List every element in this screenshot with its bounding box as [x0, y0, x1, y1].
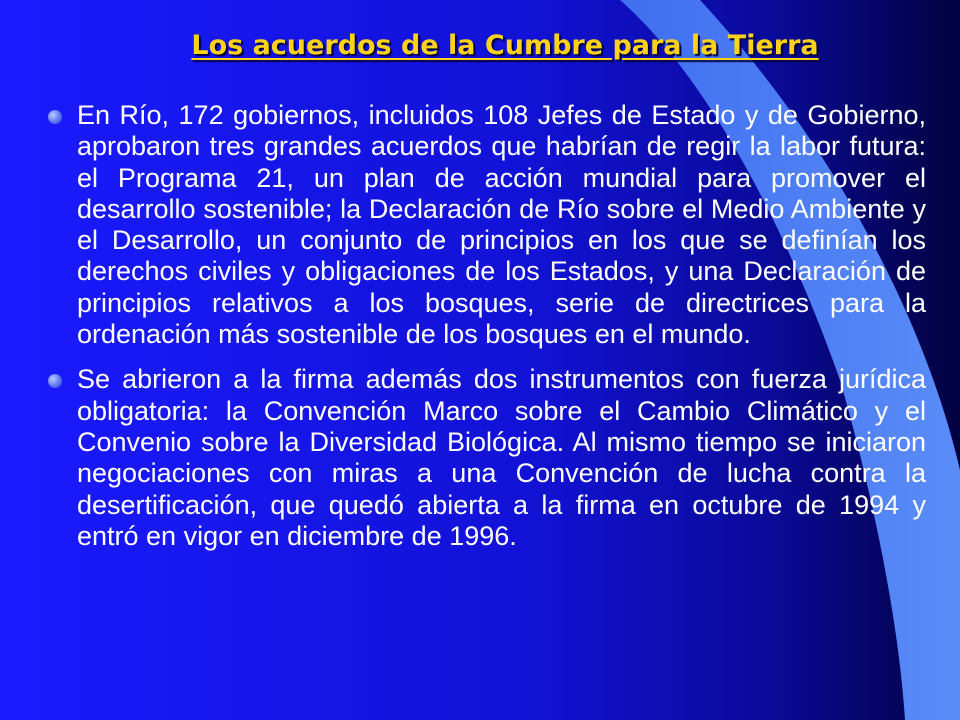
bullet-text: En Río, 172 gobiernos, incluidos 108 Jefes de Estado y de Gobierno, aprobaron tres grandes acuerdos que habrían de regir la labor futura: el Programa 21, un plan de acción mundial para promover el desarrollo sostenible; la Declaración de Río sobre el Medio Ambiente y el Desarrollo, un conjunto de principios en los que se definían los derechos civiles y obligaciones de los Estados, y una Declaración de principios relativos a los bosques, serie de directrices para la ordenación más sostenible de los bosques en el mundo. — [77, 100, 926, 350]
bullet-dot-icon — [48, 110, 62, 124]
slide-title: Los acuerdos de la Cumbre para la Tierra — [191, 30, 819, 61]
bullet-item — [44, 100, 926, 350]
bullet-item — [44, 364, 926, 552]
bullet-list — [44, 100, 926, 566]
bullet-text: Se abrieron a la firma además dos instrumentos con fuerza jurídica obligatoria: la Convención Marco sobre el Cambio Climático y el Convenio sobre la Diversidad Biológica. Al mismo tiempo se iniciaron negociaciones con miras a una Convención de lucha contra la desertificación, que quedó abierta a la firma en octubre de 1994 y entró en vigor en diciembre de 1996. — [77, 364, 926, 551]
bullet-dot-icon — [48, 374, 62, 388]
